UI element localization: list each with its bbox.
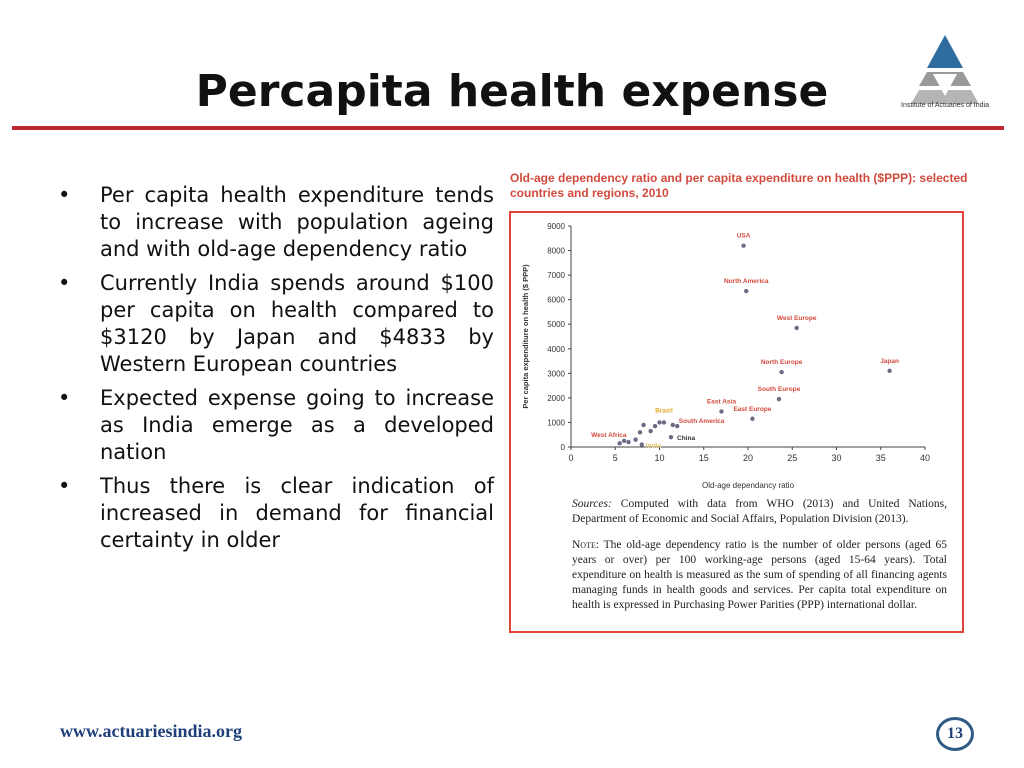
data-point [750, 417, 754, 421]
point-label: South America [678, 417, 725, 425]
point-label: East Europe [733, 405, 772, 413]
figure-title: Old-age dependency ratio and per capita expenditure on health ($PPP): selected countries and regions, 2010 [510, 171, 968, 200]
bullet-item [58, 182, 494, 263]
data-point [887, 369, 891, 373]
bullet-text: Currently India spends around $100 per capita on health compared to $3120 by Japan and $4833 by Western European countries [100, 271, 494, 376]
data-point [648, 429, 652, 433]
bullet-marker: • [58, 474, 71, 498]
x-tick-label: 20 [742, 453, 754, 463]
y-tick-label: 8000 [547, 246, 565, 256]
point-label: India [645, 442, 661, 450]
x-tick-label: 25 [787, 453, 798, 463]
y-tick-label: 7000 [547, 271, 565, 281]
bullet-item [58, 385, 494, 466]
data-point [622, 439, 626, 443]
point-label: West Europe [776, 314, 817, 322]
data-point [719, 409, 723, 413]
point-label: USA [736, 232, 751, 240]
logo-caption: Institute of Actuaries of India [901, 102, 989, 109]
point-label: Brazil [655, 407, 673, 415]
bullet-marker: • [58, 183, 71, 207]
point-label: North Europe [760, 359, 803, 367]
x-axis-title: Old-age dependancy ratio [701, 481, 795, 490]
point-label: South Europe [757, 386, 801, 394]
x-tick-label: 35 [875, 453, 886, 463]
data-point [633, 437, 637, 441]
sources-label: Sources: [572, 498, 612, 510]
sources-text: Computed with data from WHO (2013) and United Nations, Department of Economic and Social Affairs, Population Division (2013). [572, 498, 947, 525]
x-tick-label: 5 [612, 453, 618, 463]
data-point [662, 420, 666, 424]
footer-url: www.actuariesindia.org [60, 721, 242, 741]
y-tick-label: 0 [560, 443, 565, 452]
x-tick-label: 40 [919, 453, 931, 463]
bullet-item [58, 270, 494, 378]
x-tick-label: 15 [698, 453, 709, 463]
bullet-item [58, 473, 494, 554]
y-tick-label: 3000 [547, 369, 565, 379]
x-tick-label: 10 [654, 453, 665, 463]
bullet-marker: • [58, 386, 71, 410]
data-point [617, 441, 621, 445]
data-point [653, 424, 657, 428]
note-label: Note: [572, 539, 600, 551]
point-label: North America [723, 278, 769, 286]
note-text: The old-age dependency ratio is the number of older persons (aged 65 years or over) per 100 working-age persons (aged 15-64 years). Total expenditure on health is measured as the sum of spending of all financing agents managing funds in health goods and services. Per capita total expenditure on health is expressed in Purchasing Power Parities (PPP) international dollar. [572, 539, 947, 611]
data-point [794, 326, 798, 330]
bullet-text: Expected expense going to increase as India emerge as a developed nation [100, 386, 494, 464]
y-tick-label: 1000 [547, 418, 565, 428]
bullet-text: Per capita health expenditure tends to increase with population ageing and with old-age dependency ratio [100, 183, 494, 261]
point-label: Japan [880, 357, 899, 365]
data-point [744, 289, 748, 293]
bullet-list [58, 182, 494, 554]
point-label: West Africa [591, 432, 627, 440]
figure-sources [572, 497, 947, 527]
y-tick-label: 5000 [547, 320, 565, 330]
y-tick-label: 9000 [547, 222, 565, 231]
title-divider [12, 126, 1004, 130]
figure-note [572, 538, 947, 613]
data-point [671, 423, 675, 427]
data-point [626, 440, 630, 444]
page-number: 13 [936, 717, 974, 751]
y-axis-title: Per capita expenditure on health ($ PPP) [521, 264, 530, 409]
data-point [641, 423, 645, 427]
point-label: East Asia [706, 398, 736, 406]
y-tick-label: 2000 [547, 393, 565, 403]
y-tick-label: 6000 [547, 295, 565, 305]
data-point [657, 420, 661, 424]
x-tick-label: 0 [568, 453, 574, 463]
scatter-chart [512, 215, 942, 495]
slide-title: Percapita health expense [195, 66, 829, 117]
data-point [675, 424, 679, 428]
data-point [669, 435, 673, 439]
y-tick-label: 4000 [547, 344, 565, 354]
data-point [640, 442, 644, 446]
data-point [638, 430, 642, 434]
point-label: China [677, 435, 696, 443]
bullet-text: Thus there is clear indication of increased in demand for financial certainty in older [100, 474, 494, 552]
x-tick-label: 30 [831, 453, 842, 463]
data-point [777, 397, 781, 401]
data-point [741, 243, 745, 247]
data-point [779, 370, 783, 374]
bullet-marker: • [58, 271, 71, 295]
